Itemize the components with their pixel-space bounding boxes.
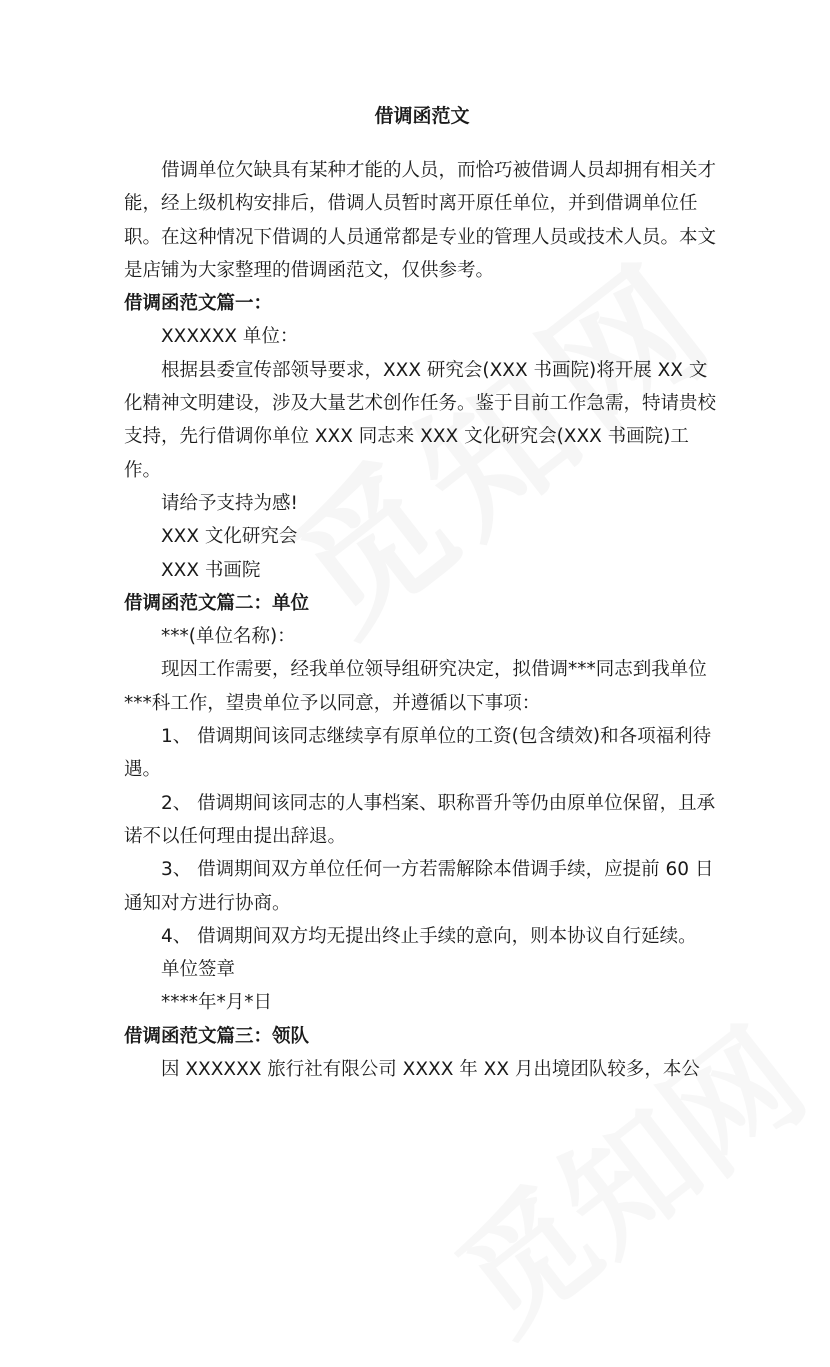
section1-closing: 请给予支持为感! xyxy=(161,492,298,514)
section2-body: 现因工作需要，经我单位领导组研究决定，拟借调***同志到我单位***科工作，望贵单位予以同意，并遵循以下事项： xyxy=(124,659,707,714)
section2-item-1: 1、 借调期间该同志继续享有原单位的工资(包含绩效)和各项福利待遇。 xyxy=(124,726,712,781)
intro-paragraph: 借调单位欠缺具有某种才能的人员，而恰巧被借调人员却拥有相关才能，经上级机构安排后，借调人员暂时离开原任单位，并到借调单位任职。在这种情况下借调的人员通常都是专业的管理人员或技术人员。本文是店铺为大家整理的借调函范文，仅供参考。 xyxy=(124,160,717,281)
section3-body: 因 XXXXXX 旅行社有限公司 XXXX 年 XX 月出境团队较多，本公 xyxy=(161,1059,700,1081)
section1-signature-1: XXX 文化研究会 xyxy=(161,526,298,548)
section2-item-4: 4、 借调期间双方均无提出终止手续的意向，则本协议自行延续。 xyxy=(161,925,697,947)
section1-body: 根据县委宣传部领导要求，XXX 研究会(XXX 书画院)将开展 XX 文化精神文明建设，涉及大量艺术创作任务。鉴于目前工作急需，特请贵校支持，先行借调你单位 XXX 同志来 XXX 文化研究会(XXX 书画院)工作。 xyxy=(124,359,717,481)
section1-heading: 借调函范文篇一： xyxy=(124,293,273,315)
section2-stamp: 单位签章 xyxy=(161,959,236,981)
section2-salutation: ***(单位名称)： xyxy=(161,626,296,648)
section1-salutation: XXXXXX 单位： xyxy=(161,326,299,348)
section2-date: ****年*月*日 xyxy=(161,992,273,1014)
document-title: 借调函范文 xyxy=(374,105,470,127)
section2-heading: 借调函范文篇二：单位 xyxy=(124,592,310,614)
section2-item-3: 3、 借调期间双方单位任何一方若需解除本借调手续，应提前 60 日通知对方进行协商。 xyxy=(124,859,714,914)
document-body xyxy=(124,100,720,1086)
section2-item-2: 2、 借调期间该同志的人事档案、职称晋升等仍由原单位保留，且承诺不以任何理由提出辞退。 xyxy=(124,792,716,847)
section3-heading: 借调函范文篇三：领队 xyxy=(124,1025,310,1047)
section1-signature-2: XXX 书画院 xyxy=(161,559,261,581)
